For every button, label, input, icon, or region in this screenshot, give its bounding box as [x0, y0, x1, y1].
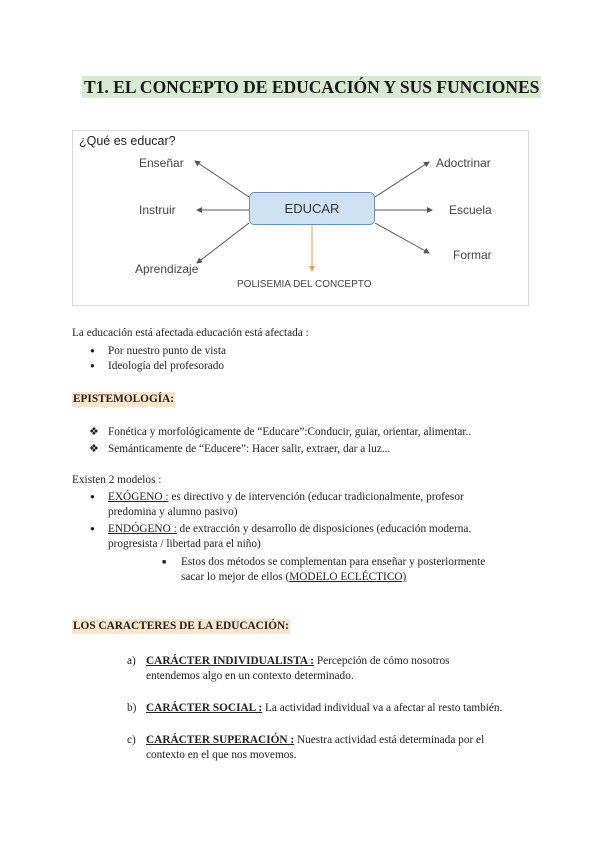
- list-letter: c): [127, 734, 136, 746]
- square-bullet-icon: ■: [162, 558, 167, 566]
- modelos-sub-cont: [181, 570, 406, 584]
- intro-item: Por nuestro punto de vista: [108, 345, 226, 357]
- list-letter: a): [127, 655, 136, 667]
- label-ensenar: Enseñar: [139, 156, 184, 170]
- intro-text: La educación está afectada educación está afectada :: [72, 327, 309, 339]
- term-social: CARÁCTER SOCIAL :: [146, 702, 263, 714]
- diamond-bullet-icon: ❖: [89, 443, 99, 455]
- label-instruir: Instruir: [139, 203, 176, 217]
- page-title: T1. EL CONCEPTO DE EDUCACIÓN Y SUS FUNCIONES: [84, 77, 540, 97]
- arrow-aprendizaje: [197, 223, 249, 263]
- superacion-desc-cont: contexto en el que nos movemos.: [146, 749, 297, 761]
- educar-box: EDUCAR: [249, 192, 375, 225]
- sub-text: sacar lo mejor de ellos (: [181, 571, 290, 583]
- bullet-icon: ●: [90, 361, 95, 370]
- arrow-ensenar: [195, 161, 249, 197]
- term-exogeno: EXÓGENO: [108, 491, 163, 503]
- superacion-desc: Nuestra actividad está determinada por el: [294, 734, 485, 746]
- list-letter: b): [127, 702, 137, 714]
- epistemologia-item: Semánticamente de “Educere”: Hacer salir, extraer, dar a luz...: [108, 443, 391, 455]
- epistemologia-item: Fonética y morfológicamente de “Educare”:Conducir, guiar, orientar, alimentar..: [108, 426, 472, 438]
- modelo-eclectico: MODELO ECLÉCTICO): [289, 571, 407, 583]
- exogeno-desc-cont: predomina y alumno pasivo): [108, 506, 238, 518]
- arrow-formar: [375, 223, 429, 253]
- individualista-desc: Percepción de cómo nosotros: [314, 655, 450, 667]
- social-desc: La actividad individual va a afectar al resto también.: [262, 702, 503, 714]
- individualista-desc-cont: entendemos algo en un contexto determinado.: [146, 670, 354, 682]
- bullet-icon: ●: [90, 346, 95, 355]
- label-formar: Formar: [453, 248, 492, 262]
- caracter-individualista: [146, 654, 450, 668]
- modelos-intro: Existen 2 modelos :: [72, 474, 162, 486]
- section-heading-epistemologia: EPISTEMOLOGÍA:: [73, 393, 175, 405]
- label-escuela: Escuela: [449, 203, 492, 217]
- term-endogeno: ENDÓGENO :: [108, 523, 177, 535]
- endogeno-desc-cont: progresista / libertad para el niño): [108, 538, 261, 550]
- caracter-superacion: [146, 733, 484, 747]
- bullet-icon: ●: [90, 524, 95, 533]
- modelo-endogeno: [108, 522, 471, 536]
- caracter-social: [146, 701, 502, 715]
- label-aprendizaje: Aprendizaje: [135, 262, 199, 276]
- intro-item: Ideología del profesorado: [108, 360, 225, 372]
- educar-diagram: [72, 130, 529, 306]
- term-superacion: CARÁCTER SUPERACIÓN :: [146, 734, 295, 746]
- arrow-adoctrinar: [375, 162, 429, 197]
- section-heading-caracteres: LOS CARACTERES DE LA EDUCACIÓN:: [73, 620, 289, 632]
- modelos-sub: Estos dos métodos se complementan para enseñar y posteriormente: [181, 556, 486, 568]
- label-adoctrinar: Adoctrinar: [436, 156, 491, 170]
- bullet-icon: ●: [90, 492, 95, 501]
- diagram-question: ¿Qué es educar?: [79, 134, 176, 148]
- diamond-bullet-icon: ❖: [89, 426, 99, 438]
- term-individualista: CARÁCTER INDIVIDUALISTA :: [146, 655, 315, 667]
- exogeno-desc: es directivo y de intervención (educar tradicionalmente, profesor: [168, 491, 464, 503]
- endogeno-desc: de extracción y desarrollo de disposiciones (educación moderna.: [176, 523, 472, 535]
- modelo-exogeno: [108, 490, 464, 504]
- diagram-caption: POLISEMIA DEL CONCEPTO: [237, 279, 372, 290]
- term-exogeno-sep: :: [162, 491, 169, 503]
